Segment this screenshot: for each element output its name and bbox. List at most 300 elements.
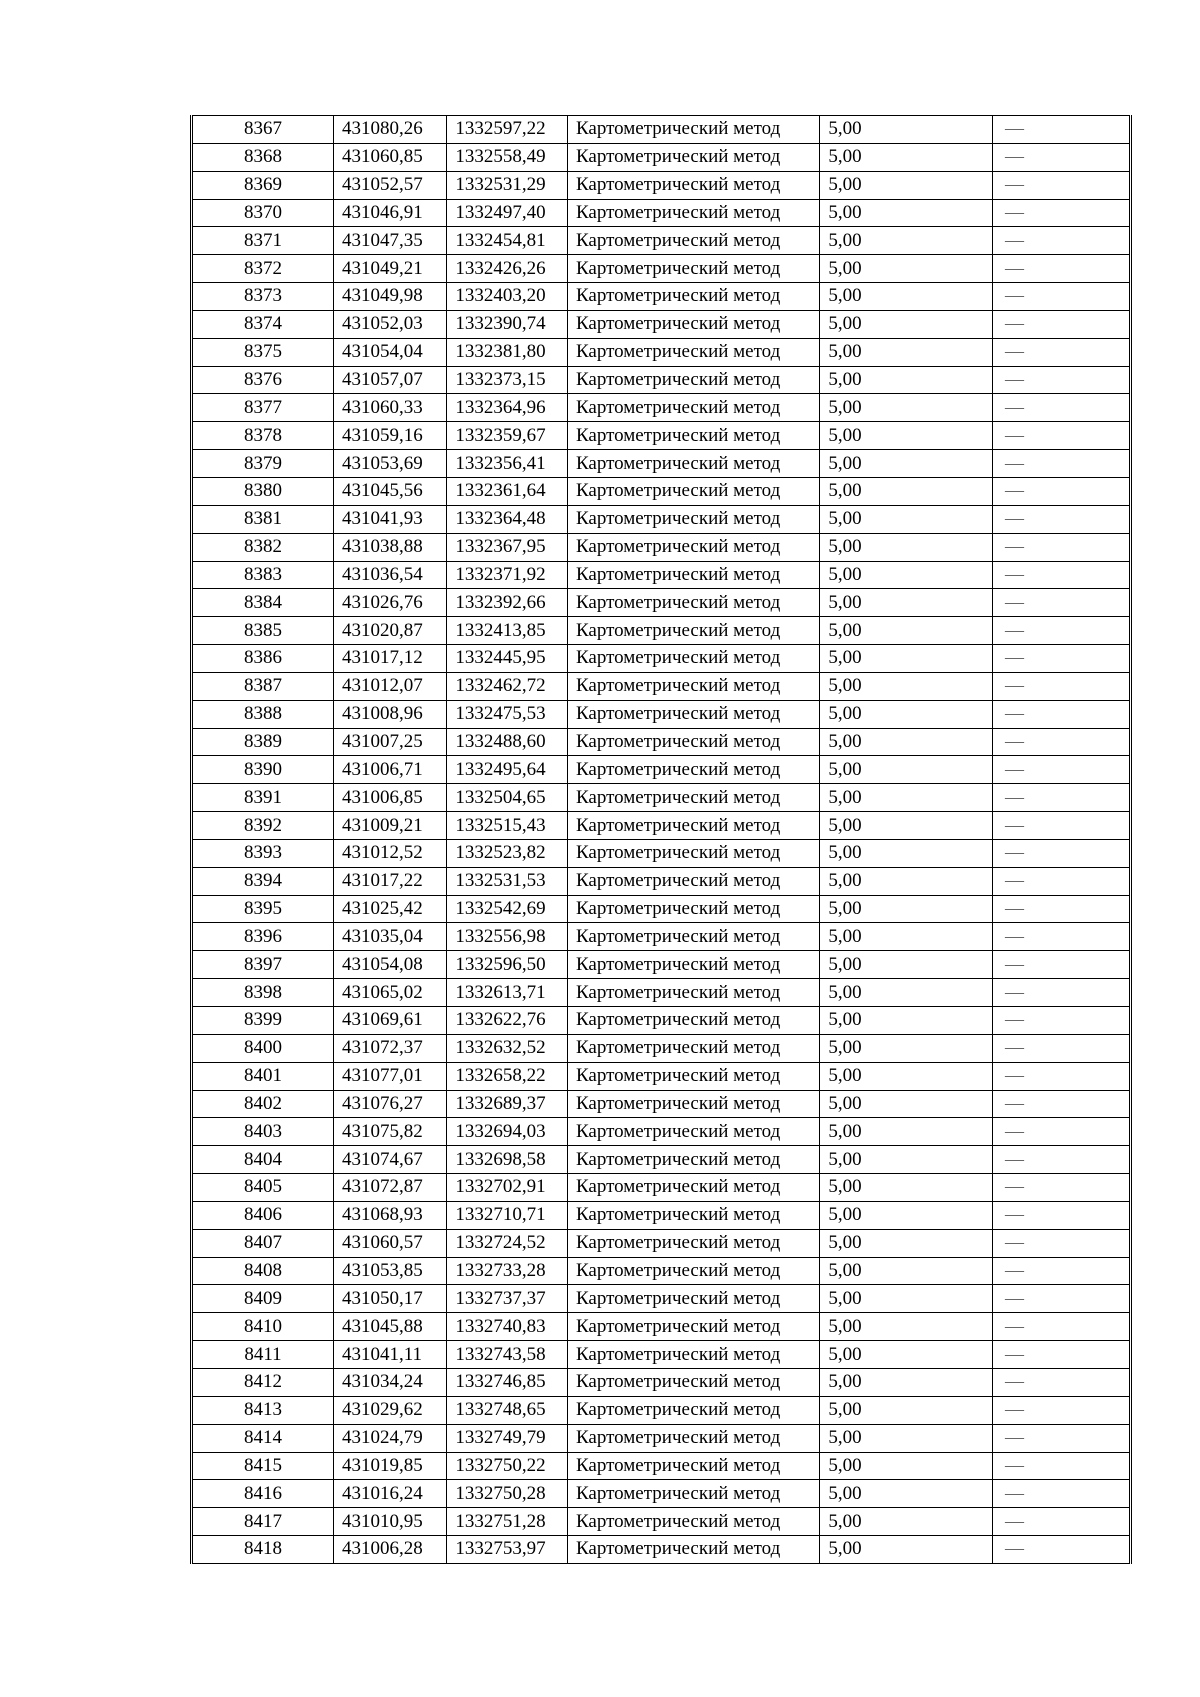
accuracy-cell: 5,00 xyxy=(820,951,993,979)
method-cell: Картометрический метод xyxy=(567,477,819,505)
note-cell: — xyxy=(993,422,1131,450)
method-cell: Картометрический метод xyxy=(567,1536,819,1564)
x-coordinate-cell: 431046,91 xyxy=(334,199,447,227)
y-coordinate-cell: 1332361,64 xyxy=(447,477,568,505)
accuracy-cell: 5,00 xyxy=(820,1313,993,1341)
table-row xyxy=(192,255,1131,283)
note-cell: — xyxy=(993,589,1131,617)
note-cell: — xyxy=(993,1174,1131,1202)
table-row xyxy=(192,812,1131,840)
accuracy-cell: 5,00 xyxy=(820,1424,993,1452)
table-row xyxy=(192,1341,1131,1369)
method-cell: Картометрический метод xyxy=(567,1118,819,1146)
y-coordinate-cell: 1332356,41 xyxy=(447,450,568,478)
y-coordinate-cell: 1332364,96 xyxy=(447,394,568,422)
table-row xyxy=(192,923,1131,951)
x-coordinate-cell: 431025,42 xyxy=(334,895,447,923)
table-row xyxy=(192,895,1131,923)
accuracy-cell: 5,00 xyxy=(820,561,993,589)
x-coordinate-cell: 431074,67 xyxy=(334,1146,447,1174)
point-number-cell: 8376 xyxy=(192,366,334,394)
accuracy-cell: 5,00 xyxy=(820,310,993,338)
table-row xyxy=(192,1201,1131,1229)
x-coordinate-cell: 431029,62 xyxy=(334,1396,447,1424)
y-coordinate-cell: 1332462,72 xyxy=(447,672,568,700)
method-cell: Картометрический метод xyxy=(567,1090,819,1118)
note-cell: — xyxy=(993,1146,1131,1174)
table-row xyxy=(192,867,1131,895)
x-coordinate-cell: 431008,96 xyxy=(334,700,447,728)
y-coordinate-cell: 1332392,66 xyxy=(447,589,568,617)
method-cell: Картометрический метод xyxy=(567,116,819,144)
accuracy-cell: 5,00 xyxy=(820,923,993,951)
x-coordinate-cell: 431007,25 xyxy=(334,728,447,756)
accuracy-cell: 5,00 xyxy=(820,672,993,700)
point-number-cell: 8370 xyxy=(192,199,334,227)
y-coordinate-cell: 1332413,85 xyxy=(447,617,568,645)
x-coordinate-cell: 431041,93 xyxy=(334,505,447,533)
note-cell: — xyxy=(993,1062,1131,1090)
note-cell: — xyxy=(993,283,1131,311)
note-cell: — xyxy=(993,1090,1131,1118)
note-cell: — xyxy=(993,1536,1131,1564)
table-row xyxy=(192,283,1131,311)
y-coordinate-cell: 1332694,03 xyxy=(447,1118,568,1146)
method-cell: Картометрический метод xyxy=(567,450,819,478)
accuracy-cell: 5,00 xyxy=(820,1201,993,1229)
method-cell: Картометрический метод xyxy=(567,422,819,450)
method-cell: Картометрический метод xyxy=(567,589,819,617)
x-coordinate-cell: 431054,08 xyxy=(334,951,447,979)
y-coordinate-cell: 1332753,97 xyxy=(447,1536,568,1564)
method-cell: Картометрический метод xyxy=(567,1396,819,1424)
point-number-cell: 8374 xyxy=(192,310,334,338)
accuracy-cell: 5,00 xyxy=(820,1341,993,1369)
point-number-cell: 8373 xyxy=(192,283,334,311)
y-coordinate-cell: 1332749,79 xyxy=(447,1424,568,1452)
x-coordinate-cell: 431012,52 xyxy=(334,839,447,867)
accuracy-cell: 5,00 xyxy=(820,1452,993,1480)
note-cell: — xyxy=(993,1007,1131,1035)
x-coordinate-cell: 431075,82 xyxy=(334,1118,447,1146)
note-cell: — xyxy=(993,1424,1131,1452)
note-cell: — xyxy=(993,116,1131,144)
y-coordinate-cell: 1332689,37 xyxy=(447,1090,568,1118)
x-coordinate-cell: 431068,93 xyxy=(334,1201,447,1229)
accuracy-cell: 5,00 xyxy=(820,227,993,255)
y-coordinate-cell: 1332622,76 xyxy=(447,1007,568,1035)
y-coordinate-cell: 1332558,49 xyxy=(447,143,568,171)
table-row xyxy=(192,672,1131,700)
x-coordinate-cell: 431047,35 xyxy=(334,227,447,255)
accuracy-cell: 5,00 xyxy=(820,505,993,533)
table-row xyxy=(192,979,1131,1007)
point-number-cell: 8388 xyxy=(192,700,334,728)
table-row xyxy=(192,756,1131,784)
x-coordinate-cell: 431050,17 xyxy=(334,1285,447,1313)
table-row xyxy=(192,450,1131,478)
accuracy-cell: 5,00 xyxy=(820,143,993,171)
point-number-cell: 8367 xyxy=(192,116,334,144)
method-cell: Картометрический метод xyxy=(567,617,819,645)
accuracy-cell: 5,00 xyxy=(820,422,993,450)
y-coordinate-cell: 1332597,22 xyxy=(447,116,568,144)
table-row xyxy=(192,1313,1131,1341)
x-coordinate-cell: 431060,57 xyxy=(334,1229,447,1257)
method-cell: Картометрический метод xyxy=(567,1313,819,1341)
note-cell: — xyxy=(993,1229,1131,1257)
y-coordinate-cell: 1332523,82 xyxy=(447,839,568,867)
accuracy-cell: 5,00 xyxy=(820,255,993,283)
y-coordinate-cell: 1332371,92 xyxy=(447,561,568,589)
note-cell: — xyxy=(993,1396,1131,1424)
y-coordinate-cell: 1332740,83 xyxy=(447,1313,568,1341)
y-coordinate-cell: 1332454,81 xyxy=(447,227,568,255)
point-number-cell: 8416 xyxy=(192,1480,334,1508)
method-cell: Картометрический метод xyxy=(567,1229,819,1257)
point-number-cell: 8395 xyxy=(192,895,334,923)
table-row xyxy=(192,1424,1131,1452)
method-cell: Картометрический метод xyxy=(567,979,819,1007)
accuracy-cell: 5,00 xyxy=(820,1368,993,1396)
table-row xyxy=(192,199,1131,227)
accuracy-cell: 5,00 xyxy=(820,199,993,227)
table-row xyxy=(192,1480,1131,1508)
y-coordinate-cell: 1332531,29 xyxy=(447,171,568,199)
note-cell: — xyxy=(993,1034,1131,1062)
table-row xyxy=(192,171,1131,199)
note-cell: — xyxy=(993,505,1131,533)
table-row xyxy=(192,143,1131,171)
point-number-cell: 8400 xyxy=(192,1034,334,1062)
point-number-cell: 8390 xyxy=(192,756,334,784)
point-number-cell: 8386 xyxy=(192,645,334,673)
table-row xyxy=(192,505,1131,533)
accuracy-cell: 5,00 xyxy=(820,784,993,812)
x-coordinate-cell: 431034,24 xyxy=(334,1368,447,1396)
method-cell: Картометрический метод xyxy=(567,951,819,979)
note-cell: — xyxy=(993,979,1131,1007)
note-cell: — xyxy=(993,199,1131,227)
point-number-cell: 8397 xyxy=(192,951,334,979)
accuracy-cell: 5,00 xyxy=(820,700,993,728)
accuracy-cell: 5,00 xyxy=(820,1118,993,1146)
table-row xyxy=(192,477,1131,505)
table-row xyxy=(192,422,1131,450)
method-cell: Картометрический метод xyxy=(567,1062,819,1090)
y-coordinate-cell: 1332750,28 xyxy=(447,1480,568,1508)
note-cell: — xyxy=(993,839,1131,867)
table-row xyxy=(192,839,1131,867)
y-coordinate-cell: 1332403,20 xyxy=(447,283,568,311)
x-coordinate-cell: 431045,88 xyxy=(334,1313,447,1341)
accuracy-cell: 5,00 xyxy=(820,1536,993,1564)
point-number-cell: 8382 xyxy=(192,533,334,561)
method-cell: Картометрический метод xyxy=(567,533,819,561)
accuracy-cell: 5,00 xyxy=(820,394,993,422)
y-coordinate-cell: 1332748,65 xyxy=(447,1396,568,1424)
x-coordinate-cell: 431036,54 xyxy=(334,561,447,589)
accuracy-cell: 5,00 xyxy=(820,450,993,478)
method-cell: Картометрический метод xyxy=(567,923,819,951)
method-cell: Картометрический метод xyxy=(567,1285,819,1313)
point-number-cell: 8404 xyxy=(192,1146,334,1174)
point-number-cell: 8392 xyxy=(192,812,334,840)
x-coordinate-cell: 431054,04 xyxy=(334,338,447,366)
method-cell: Картометрический метод xyxy=(567,1201,819,1229)
method-cell: Картометрический метод xyxy=(567,227,819,255)
y-coordinate-cell: 1332495,64 xyxy=(447,756,568,784)
x-coordinate-cell: 431052,57 xyxy=(334,171,447,199)
note-cell: — xyxy=(993,700,1131,728)
y-coordinate-cell: 1332359,67 xyxy=(447,422,568,450)
y-coordinate-cell: 1332596,50 xyxy=(447,951,568,979)
table-row xyxy=(192,1118,1131,1146)
point-number-cell: 8401 xyxy=(192,1062,334,1090)
point-number-cell: 8394 xyxy=(192,867,334,895)
point-number-cell: 8368 xyxy=(192,143,334,171)
method-cell: Картометрический метод xyxy=(567,199,819,227)
accuracy-cell: 5,00 xyxy=(820,812,993,840)
method-cell: Картометрический метод xyxy=(567,1007,819,1035)
point-number-cell: 8403 xyxy=(192,1118,334,1146)
point-number-cell: 8371 xyxy=(192,227,334,255)
method-cell: Картометрический метод xyxy=(567,1146,819,1174)
x-coordinate-cell: 431006,85 xyxy=(334,784,447,812)
x-coordinate-cell: 431012,07 xyxy=(334,672,447,700)
point-number-cell: 8383 xyxy=(192,561,334,589)
note-cell: — xyxy=(993,728,1131,756)
note-cell: — xyxy=(993,477,1131,505)
table-row xyxy=(192,394,1131,422)
point-number-cell: 8418 xyxy=(192,1536,334,1564)
table-row xyxy=(192,645,1131,673)
accuracy-cell: 5,00 xyxy=(820,1508,993,1536)
table-row xyxy=(192,1229,1131,1257)
y-coordinate-cell: 1332515,43 xyxy=(447,812,568,840)
note-cell: — xyxy=(993,1285,1131,1313)
note-cell: — xyxy=(993,1313,1131,1341)
method-cell: Картометрический метод xyxy=(567,561,819,589)
point-number-cell: 8372 xyxy=(192,255,334,283)
accuracy-cell: 5,00 xyxy=(820,645,993,673)
accuracy-cell: 5,00 xyxy=(820,1229,993,1257)
method-cell: Картометрический метод xyxy=(567,1257,819,1285)
x-coordinate-cell: 431009,21 xyxy=(334,812,447,840)
y-coordinate-cell: 1332542,69 xyxy=(447,895,568,923)
note-cell: — xyxy=(993,227,1131,255)
table-row xyxy=(192,1396,1131,1424)
x-coordinate-cell: 431010,95 xyxy=(334,1508,447,1536)
accuracy-cell: 5,00 xyxy=(820,839,993,867)
y-coordinate-cell: 1332702,91 xyxy=(447,1174,568,1202)
table-row xyxy=(192,310,1131,338)
x-coordinate-cell: 431038,88 xyxy=(334,533,447,561)
y-coordinate-cell: 1332367,95 xyxy=(447,533,568,561)
table-row xyxy=(192,366,1131,394)
accuracy-cell: 5,00 xyxy=(820,116,993,144)
accuracy-cell: 5,00 xyxy=(820,1062,993,1090)
point-number-cell: 8412 xyxy=(192,1368,334,1396)
table-row xyxy=(192,1368,1131,1396)
table-row xyxy=(192,951,1131,979)
point-number-cell: 8417 xyxy=(192,1508,334,1536)
note-cell: — xyxy=(993,784,1131,812)
x-coordinate-cell: 431080,26 xyxy=(334,116,447,144)
note-cell: — xyxy=(993,366,1131,394)
point-number-cell: 8408 xyxy=(192,1257,334,1285)
method-cell: Картометрический метод xyxy=(567,700,819,728)
y-coordinate-cell: 1332426,26 xyxy=(447,255,568,283)
coordinates-table xyxy=(190,115,1132,1564)
x-coordinate-cell: 431060,33 xyxy=(334,394,447,422)
x-coordinate-cell: 431060,85 xyxy=(334,143,447,171)
y-coordinate-cell: 1332737,37 xyxy=(447,1285,568,1313)
note-cell: — xyxy=(993,923,1131,951)
point-number-cell: 8384 xyxy=(192,589,334,617)
method-cell: Картометрический метод xyxy=(567,645,819,673)
method-cell: Картометрический метод xyxy=(567,338,819,366)
point-number-cell: 8375 xyxy=(192,338,334,366)
point-number-cell: 8402 xyxy=(192,1090,334,1118)
point-number-cell: 8406 xyxy=(192,1201,334,1229)
method-cell: Картометрический метод xyxy=(567,1034,819,1062)
accuracy-cell: 5,00 xyxy=(820,477,993,505)
accuracy-cell: 5,00 xyxy=(820,1480,993,1508)
table-row xyxy=(192,1146,1131,1174)
table-row xyxy=(192,1034,1131,1062)
x-coordinate-cell: 431049,98 xyxy=(334,283,447,311)
y-coordinate-cell: 1332632,52 xyxy=(447,1034,568,1062)
accuracy-cell: 5,00 xyxy=(820,1090,993,1118)
y-coordinate-cell: 1332381,80 xyxy=(447,338,568,366)
y-coordinate-cell: 1332390,74 xyxy=(447,310,568,338)
note-cell: — xyxy=(993,255,1131,283)
accuracy-cell: 5,00 xyxy=(820,589,993,617)
accuracy-cell: 5,00 xyxy=(820,1034,993,1062)
table-row xyxy=(192,116,1131,144)
x-coordinate-cell: 431020,87 xyxy=(334,617,447,645)
point-number-cell: 8407 xyxy=(192,1229,334,1257)
y-coordinate-cell: 1332497,40 xyxy=(447,199,568,227)
x-coordinate-cell: 431072,87 xyxy=(334,1174,447,1202)
method-cell: Картометрический метод xyxy=(567,895,819,923)
x-coordinate-cell: 431017,12 xyxy=(334,645,447,673)
coordinates-table-body xyxy=(192,116,1131,1564)
method-cell: Картометрический метод xyxy=(567,1341,819,1369)
table-row xyxy=(192,338,1131,366)
method-cell: Картометрический метод xyxy=(567,394,819,422)
table-row xyxy=(192,700,1131,728)
y-coordinate-cell: 1332504,65 xyxy=(447,784,568,812)
method-cell: Картометрический метод xyxy=(567,812,819,840)
note-cell: — xyxy=(993,1452,1131,1480)
note-cell: — xyxy=(993,1201,1131,1229)
point-number-cell: 8387 xyxy=(192,672,334,700)
x-coordinate-cell: 431077,01 xyxy=(334,1062,447,1090)
point-number-cell: 8399 xyxy=(192,1007,334,1035)
table-row xyxy=(192,1174,1131,1202)
point-number-cell: 8398 xyxy=(192,979,334,1007)
note-cell: — xyxy=(993,672,1131,700)
y-coordinate-cell: 1332531,53 xyxy=(447,867,568,895)
accuracy-cell: 5,00 xyxy=(820,366,993,394)
point-number-cell: 8391 xyxy=(192,784,334,812)
method-cell: Картометрический метод xyxy=(567,756,819,784)
y-coordinate-cell: 1332733,28 xyxy=(447,1257,568,1285)
table-row xyxy=(192,1062,1131,1090)
accuracy-cell: 5,00 xyxy=(820,1257,993,1285)
x-coordinate-cell: 431019,85 xyxy=(334,1452,447,1480)
y-coordinate-cell: 1332488,60 xyxy=(447,728,568,756)
method-cell: Картометрический метод xyxy=(567,1424,819,1452)
note-cell: — xyxy=(993,310,1131,338)
table-row xyxy=(192,728,1131,756)
table-row xyxy=(192,784,1131,812)
method-cell: Картометрический метод xyxy=(567,171,819,199)
y-coordinate-cell: 1332475,53 xyxy=(447,700,568,728)
method-cell: Картометрический метод xyxy=(567,672,819,700)
point-number-cell: 8405 xyxy=(192,1174,334,1202)
method-cell: Картометрический метод xyxy=(567,1480,819,1508)
method-cell: Картометрический метод xyxy=(567,1508,819,1536)
point-number-cell: 8410 xyxy=(192,1313,334,1341)
note-cell: — xyxy=(993,812,1131,840)
y-coordinate-cell: 1332750,22 xyxy=(447,1452,568,1480)
y-coordinate-cell: 1332613,71 xyxy=(447,979,568,1007)
note-cell: — xyxy=(993,617,1131,645)
y-coordinate-cell: 1332364,48 xyxy=(447,505,568,533)
method-cell: Картометрический метод xyxy=(567,310,819,338)
accuracy-cell: 5,00 xyxy=(820,1007,993,1035)
point-number-cell: 8377 xyxy=(192,394,334,422)
method-cell: Картометрический метод xyxy=(567,839,819,867)
x-coordinate-cell: 431059,16 xyxy=(334,422,447,450)
accuracy-cell: 5,00 xyxy=(820,756,993,784)
method-cell: Картометрический метод xyxy=(567,1452,819,1480)
accuracy-cell: 5,00 xyxy=(820,728,993,756)
accuracy-cell: 5,00 xyxy=(820,171,993,199)
x-coordinate-cell: 431035,04 xyxy=(334,923,447,951)
note-cell: — xyxy=(993,394,1131,422)
method-cell: Картометрический метод xyxy=(567,1368,819,1396)
note-cell: — xyxy=(993,895,1131,923)
note-cell: — xyxy=(993,1480,1131,1508)
x-coordinate-cell: 431024,79 xyxy=(334,1424,447,1452)
y-coordinate-cell: 1332746,85 xyxy=(447,1368,568,1396)
method-cell: Картометрический метод xyxy=(567,143,819,171)
point-number-cell: 8414 xyxy=(192,1424,334,1452)
point-number-cell: 8369 xyxy=(192,171,334,199)
note-cell: — xyxy=(993,171,1131,199)
x-coordinate-cell: 431053,85 xyxy=(334,1257,447,1285)
accuracy-cell: 5,00 xyxy=(820,1396,993,1424)
table-row xyxy=(192,1285,1131,1313)
point-number-cell: 8381 xyxy=(192,505,334,533)
x-coordinate-cell: 431057,07 xyxy=(334,366,447,394)
note-cell: — xyxy=(993,951,1131,979)
note-cell: — xyxy=(993,338,1131,366)
x-coordinate-cell: 431069,61 xyxy=(334,1007,447,1035)
x-coordinate-cell: 431016,24 xyxy=(334,1480,447,1508)
method-cell: Картометрический метод xyxy=(567,255,819,283)
method-cell: Картометрический метод xyxy=(567,728,819,756)
x-coordinate-cell: 431076,27 xyxy=(334,1090,447,1118)
y-coordinate-cell: 1332751,28 xyxy=(447,1508,568,1536)
table-row xyxy=(192,589,1131,617)
table-row xyxy=(192,1452,1131,1480)
x-coordinate-cell: 431026,76 xyxy=(334,589,447,617)
